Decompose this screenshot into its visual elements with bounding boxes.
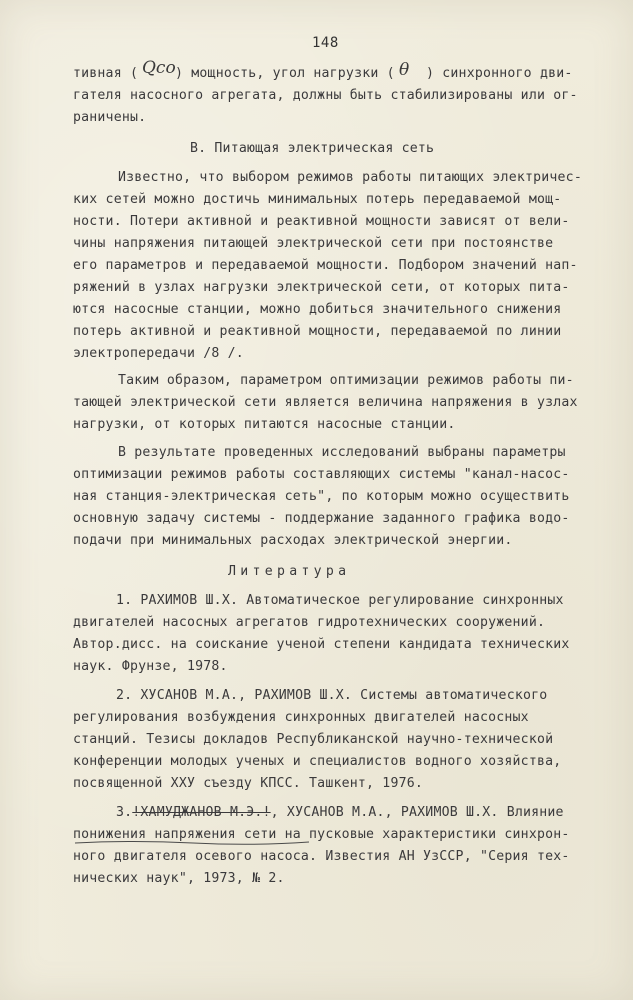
para3-line: тающей электрической сети является величина напряжения в узлах	[73, 395, 578, 410]
para4-line: основную задачу системы - поддержание заданного графика водо-	[73, 511, 570, 526]
para2-line: его параметров и передаваемой мощности. Подбором значений нап-	[73, 258, 578, 273]
page-number: 148	[312, 35, 339, 51]
para1-line1-part-b: ) мощность, угол нагрузки (	[175, 66, 395, 81]
para2-line: ются насосные станции, можно добиться значительного снижения	[73, 302, 562, 317]
section-heading: В. Питающая электрическая сеть	[190, 141, 435, 156]
para4-line: ная станция-электрическая сеть", по которым можно осуществить	[73, 489, 570, 504]
para1-line1-part-a: тивная (	[73, 66, 139, 81]
reference-2-line: посвященной XXУ съезду КПСС. Ташкент, 1976.	[73, 776, 424, 791]
reference-2-line: 2. ХУСАНОВ М.А., РАХИМОВ Ш.Х. Системы автоматического	[116, 688, 548, 703]
para2-line: электропередачи /8 /.	[73, 346, 244, 361]
para4-line: оптимизации режимов работы составляющих системы "канал-насос-	[73, 467, 570, 482]
reference-3-line1-rest: , ХУСАНОВ М.А., РАХИМОВ Ш.Х. Влияние	[270, 805, 564, 820]
para2-line: ности. Потери активной и реактивной мощности зависят от вели-	[73, 214, 570, 229]
reference-1-line: Автор.дисс. на соискание ученой степени кандидата технических	[73, 637, 570, 652]
reference-2-line: станций. Тезисы докладов Республиканской научно-технической	[73, 732, 554, 747]
para4-line: подачи при минимальных расходах электрической энергии.	[73, 533, 513, 548]
para3-line: нагрузки, от которых питаются насосные станции.	[73, 417, 456, 432]
para2-line: ких сетей можно достичь минимальных потерь передаваемой мощ-	[73, 192, 562, 207]
reference-3-prefix: 3.	[116, 805, 133, 820]
reference-2-line: регулирования возбуждения синхронных двигателей насосных	[73, 710, 529, 725]
reference-3-line: ного двигателя осевого насоса. Известия АН УзССР, "Серия тех-	[73, 849, 570, 864]
para1-line1-part-c: ) синхронного дви-	[426, 66, 573, 81]
reference-3-first-line	[116, 806, 564, 819]
para2-line: Известно, что выбором режимов работы питающих электричес-	[118, 170, 582, 185]
para2-line: чины напряжения питающей электрической сети при постоянстве	[73, 236, 554, 251]
para4-line: В результате проведенных исследований выбраны параметры	[118, 445, 566, 460]
reference-3-line: нических наук", 1973, № 2.	[73, 871, 285, 886]
reference-3-struck-author: !ХАМУДЖАНОВ М.Э.!	[132, 805, 271, 820]
para1-line2: гателя насосного агрегата, должны быть стабилизированы или ог-	[73, 88, 578, 103]
reference-2-line: конференции молодых ученых и специалистов водного хозяйства,	[73, 754, 562, 769]
handwritten-underline	[73, 838, 313, 848]
reference-3-line: понижения напряжения сети на пусковые характеристики синхрон-	[73, 827, 570, 842]
para2-line: ряжений в узлах нагрузки электрической сети, от которых пита-	[73, 280, 570, 295]
para3-line: Таким образом, параметром оптимизации режимов работы пи-	[118, 373, 574, 388]
para1-line3: раничены.	[73, 110, 147, 125]
reference-1-line: 1. РАХИМОВ Ш.Х. Автоматическое регулирование синхронных	[116, 593, 564, 608]
reference-1-line: наук. Фрунзе, 1978.	[73, 659, 228, 674]
literature-heading: Литература	[228, 564, 351, 579]
para2-line: потерь активной и реактивной мощности, передаваемой по линии	[73, 324, 562, 339]
reactive-power-symbol: Qco	[142, 58, 176, 78]
load-angle-symbol: θ	[399, 60, 410, 80]
reference-1-line: двигателей насосных агрегатов гидротехнических сооружений.	[73, 615, 546, 630]
